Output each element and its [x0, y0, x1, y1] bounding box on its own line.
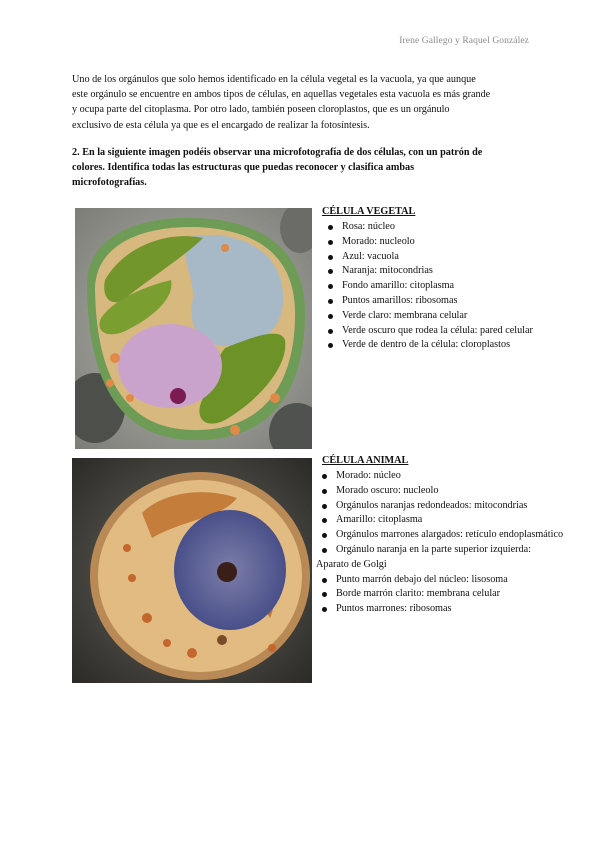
list-item: Verde oscuro que rodea la célula: pared celular — [322, 324, 533, 339]
animal-cell-title: CÉLULA ANIMAL — [322, 455, 409, 466]
intro-paragraph — [72, 72, 532, 133]
list-item: Fondo amarillo: citoplasma — [322, 279, 533, 294]
list-item: Borde marrón clarito: membrana celular — [316, 587, 563, 602]
list-item: Orgánulo naranja en la parte superior izquierda: — [316, 543, 563, 558]
list-item: Morado: núcleo — [316, 469, 563, 484]
list-item: Orgánulos marrones alargados: retículo endoplasmático — [316, 528, 563, 543]
animal-cell-legend — [316, 469, 563, 617]
list-item: Punto marrón debajo del núcleo: lisosoma — [316, 573, 563, 588]
intro-line: y ocupa parte del citoplasma. Por otro lado, también poseen cloroplastos, que es un orgánulo — [72, 104, 450, 116]
list-item: Azul: vacuola — [322, 250, 533, 265]
list-item: Rosa: núcleo — [322, 220, 533, 235]
question-line: 2. En la siguiente imagen podéis observar una microfotografía de dos células, con un patrón de — [72, 147, 483, 158]
intro-line: este orgánulo se encuentre en ambos tipos de células, en aquellas vegetales esta vacuola es más grande — [72, 89, 491, 101]
list-item: Verde claro: membrana celular — [322, 309, 533, 324]
question-line: colores. Identifica todas las estructuras que puedas reconocer y clasifica ambas — [72, 162, 415, 174]
list-item-continuation: Aparato de Golgi — [316, 558, 387, 570]
list-item: Morado oscuro: nucleolo — [316, 484, 563, 499]
list-item: Orgánulos naranjas redondeados: mitocondrias — [316, 499, 563, 514]
intro-line: exclusivo de esta célula ya que es el encargado de realizar la fotosíntesis. — [72, 119, 370, 131]
plant-cell-legend — [322, 220, 533, 353]
plant-cell-micrograph — [75, 208, 312, 449]
list-item: Amarillo: citoplasma — [316, 513, 563, 528]
list-item: Naranja: mitocondrias — [322, 264, 533, 279]
animal-cell-micrograph — [72, 458, 312, 683]
question-line: microfotografías. — [72, 177, 147, 189]
list-item: Morado: nucleolo — [322, 235, 533, 250]
intro-line: Uno de los orgánulos que solo hemos identificado en la célula vegetal es la vacuola, ya que aunque — [72, 74, 476, 85]
list-item: Puntos amarillos: ribosomas — [322, 294, 533, 309]
list-item: Puntos marrones: ribosomas — [316, 602, 563, 617]
header-author: Irene Gallego y Raquel González — [399, 36, 529, 46]
question-heading — [72, 145, 532, 191]
list-item: Verde de dentro de la célula: cloroplastos — [322, 338, 533, 353]
plant-cell-title: CÉLULA VEGETAL — [322, 206, 416, 217]
